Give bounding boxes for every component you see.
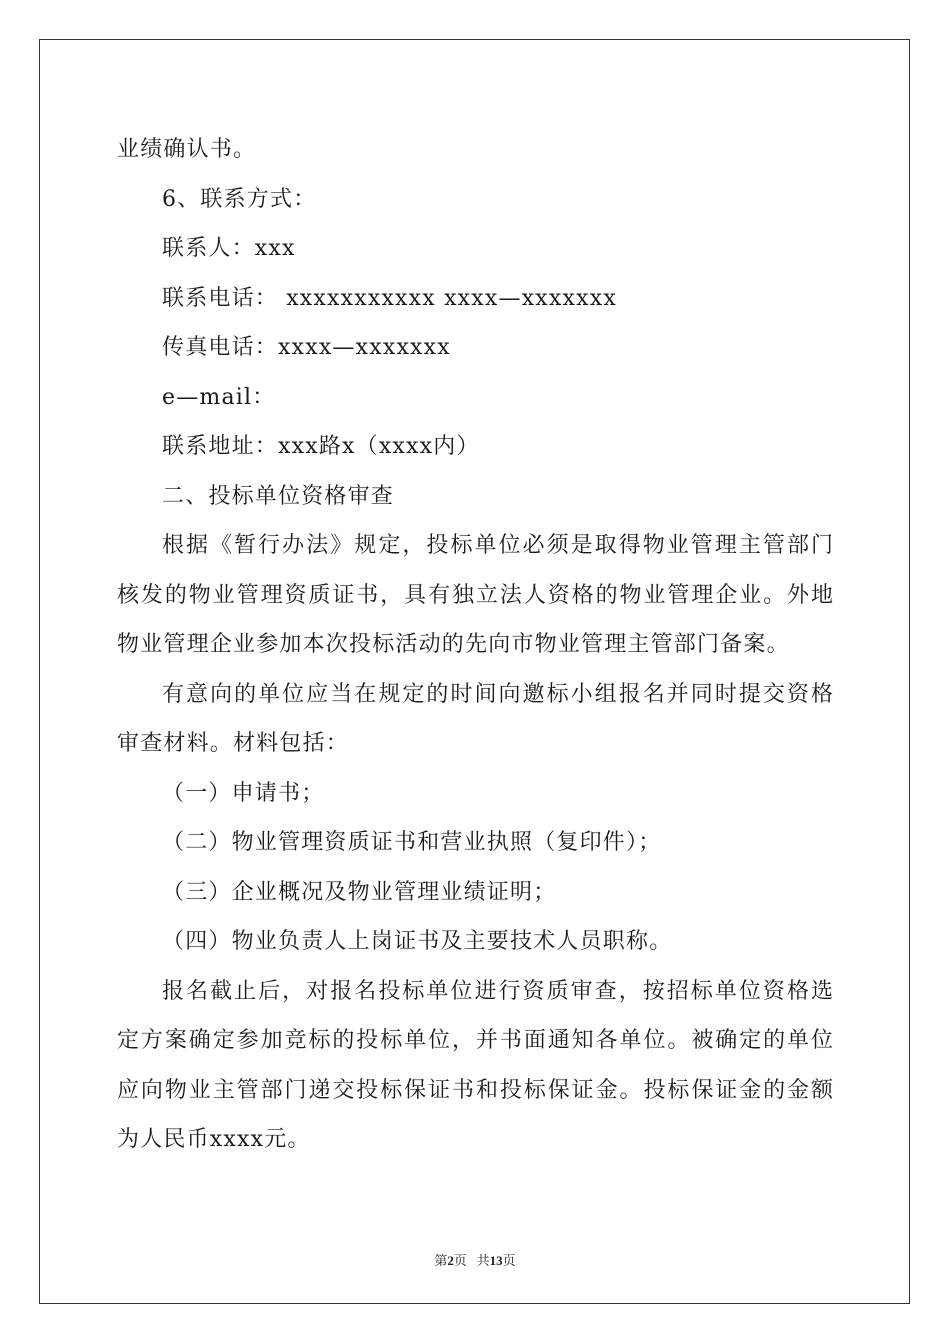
text-line: 有意向的单位应当在规定的时间向邀标小组报名并同时提交资格 [162, 681, 833, 707]
text-line: 业绩确认书。 [117, 137, 257, 162]
text-line: 传真电话：xxxx—xxxxxxx [162, 335, 451, 360]
text-line: 根据《暂行办法》规定，投标单位必须是取得物业管理主管部门 [162, 533, 833, 558]
text-line: 定方案确定参加竞标的投标单位，并书面通知各单位。被确定的单位 [117, 1028, 833, 1053]
text-line: （四）物业负责人上岗证书及主要技术人员职称。 [162, 929, 673, 954]
text-line: 联系地址：xxx路x（xxxx内） [162, 434, 480, 459]
text-line: 报名截止后，对报名投标单位进行资质审查，按招标单位资格选 [162, 978, 833, 1004]
text-line: （一）申请书； [162, 780, 325, 806]
text-line: 联系电话： xxxxxxxxxxx xxxx—xxxxxxx [162, 285, 617, 311]
page-footer [0, 1250, 950, 1269]
footer-total-pages: 13 [489, 1253, 503, 1268]
footer-total-suffix: 页 [502, 1253, 516, 1268]
text-line: 应向物业主管部门递交投标保证书和投标保证金。投标保证金的金额 [117, 1077, 833, 1103]
footer-page-suffix: 页 [453, 1253, 467, 1268]
text-line: 核发的物业管理资质证书，具有独立法人资格的物业管理企业。外地 [117, 582, 833, 608]
text-line: 为人民币xxxx元。 [117, 1127, 311, 1152]
text-line: 审查材料。材料包括： [117, 731, 350, 756]
text-line: 物业管理企业参加本次投标活动的先向市物业管理主管部门备案。 [117, 632, 790, 657]
text-line: 联系人：xxx [162, 236, 296, 261]
footer-page-number: 2 [447, 1253, 454, 1268]
text-line: 6、联系方式： [162, 186, 317, 212]
text-line: （三）企业概况及物业管理业绩证明； [162, 879, 557, 905]
text-line: （二）物业管理资质证书和营业执照（复印件）； [162, 830, 662, 855]
document-body [117, 125, 833, 1165]
footer-total-prefix: 共 [476, 1253, 490, 1268]
text-line: e—mail： [162, 384, 276, 410]
text-line: 二、投标单位资格审查 [162, 483, 395, 509]
footer-page-prefix: 第 [434, 1253, 448, 1268]
